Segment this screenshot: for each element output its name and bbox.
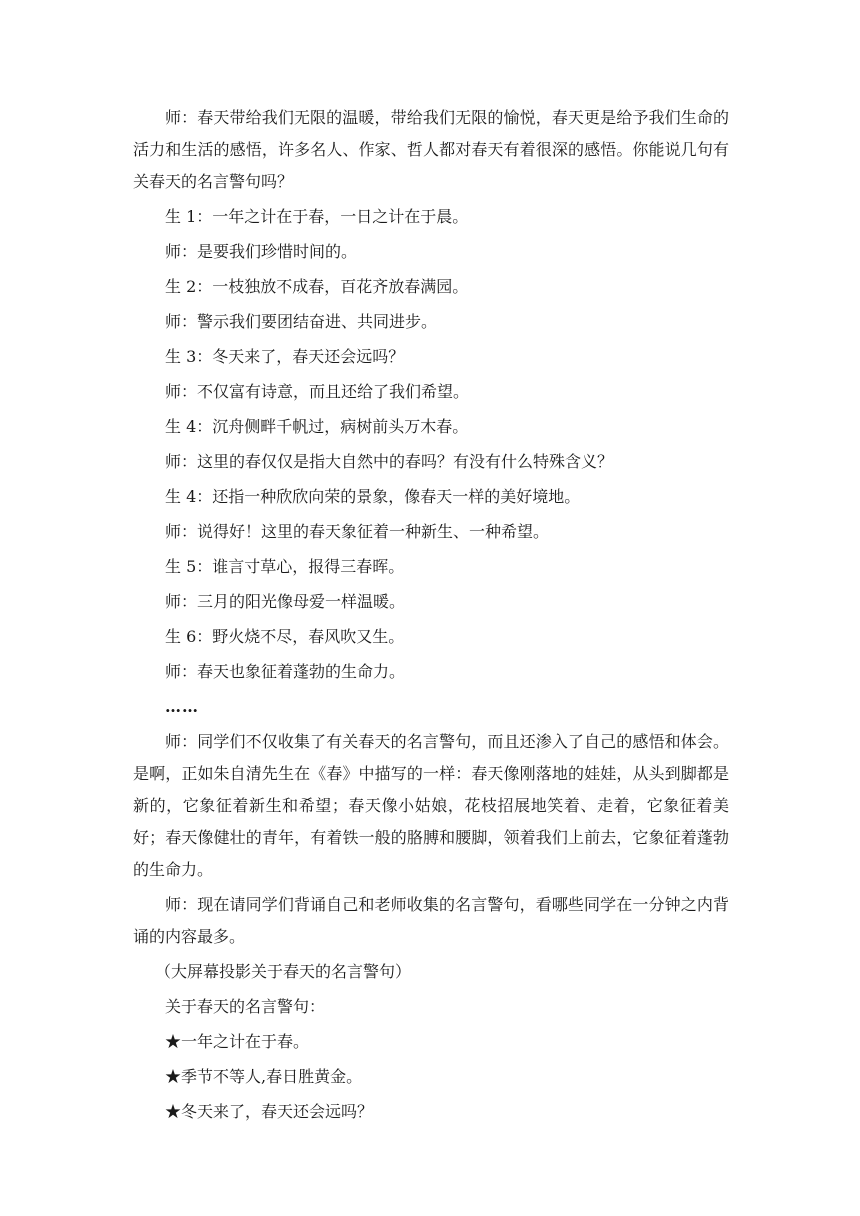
dialogue-line: 生 1：一年之计在于春，一日之计在于晨。 (165, 207, 469, 226)
dialogue-line: 师：三月的阳光像母爱一样温暖。 (165, 592, 406, 611)
quote-item: ★冬天来了，春天还会远吗？ (165, 1102, 374, 1121)
dialogue-line: 师：说得好！这里的春天象征着一种新生、一种希望。 (165, 522, 550, 541)
dialogue-line: 生 4：沉舟侧畔千帆过，病树前头万木春。 (165, 417, 469, 436)
dialogue-line: 师：这里的春仅仅是指大自然中的春吗？有没有什么特殊含义？ (165, 452, 614, 471)
intro-paragraph: 师：春天带给我们无限的温暖，带给我们无限的愉悦，春天更是给予我们生命的活力和生活的感悟，许多名人、作家、哲人都对春天有着很深的感悟。你能说几句有关春天的名言警句吗？ (133, 108, 729, 191)
summary-paragraph: 师：同学们不仅收集了有关春天的名言警句，而且还渗入了自己的感悟和体会。是啊，正如朱自清先生在《春》中描写的一样：春天像刚落地的娃娃，从头到脚都是新的，它象征着新生和希望；春天像小姑娘，花枝招展地笑着、走着，它象征着美好；春天像健壮的青年，有着铁一般的胳膊和腰脚，领着我们上前去，它象征着蓬勃的生命力。 (133, 732, 729, 879)
dialogue-line: 生 6：野火烧不尽，春风吹又生。 (165, 627, 405, 646)
dialogue-line: 师：春天也象征着蓬勃的生命力。 (165, 662, 406, 681)
quote-item: ★季节不等人,春日胜黄金。 (165, 1067, 363, 1086)
dialogue-line: 生 2：一枝独放不成春，百花齐放春满园。 (165, 277, 469, 296)
dialogue-line: 师：不仅富有诗意，而且还给了我们希望。 (165, 382, 470, 401)
document-body (133, 102, 729, 1131)
dialogue-line: 生 5：谁言寸草心，报得三春晖。 (165, 557, 405, 576)
dialogue-line: 生 4：还指一种欣欣向荣的景象，像春天一样的美好境地。 (165, 487, 581, 506)
task-paragraph: 师：现在请同学们背诵自己和老师收集的名言警句，看哪些同学在一分钟之内背诵的内容最多。 (133, 895, 729, 946)
quotes-heading: 关于春天的名言警句： (165, 997, 326, 1016)
dialogue-line: 师：是要我们珍惜时间的。 (165, 242, 358, 261)
projection-note: （大屏幕投影关于春天的名言警句） (155, 962, 412, 981)
dialogue-line: 师：警示我们要团结奋进、共同进步。 (165, 312, 438, 331)
quote-item: ★一年之计在于春。 (165, 1032, 310, 1051)
ellipsis: …… (165, 697, 199, 716)
dialogue-line: 生 3：冬天来了，春天还会远吗？ (165, 347, 405, 366)
